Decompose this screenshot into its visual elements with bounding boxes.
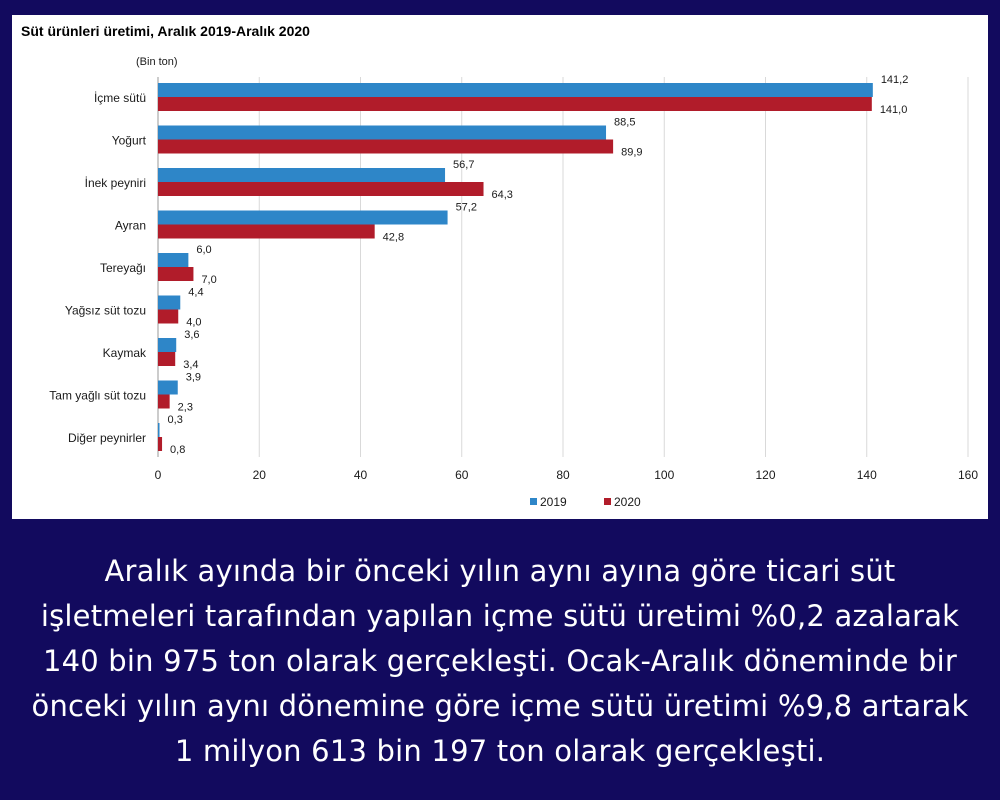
value-label-2019: 57,2 (455, 201, 477, 214)
bar-2019 (158, 381, 178, 395)
value-label-2020: 7,0 (201, 274, 217, 286)
legend-label-2020: 2020 (614, 495, 641, 509)
value-label-2020: 4,0 (186, 316, 202, 329)
bar-2019 (158, 211, 448, 225)
category-label: İçme sütü (93, 91, 146, 105)
value-label-2019: 141,2 (880, 74, 909, 86)
x-tick-label: 100 (654, 468, 675, 482)
chart-title: Süt ürünleri üretimi, Aralık 2019-Aralık 2020 (21, 23, 310, 39)
x-tick-label: 140 (856, 468, 877, 482)
bar-2020 (158, 352, 175, 366)
value-label-2020: 3,4 (183, 359, 199, 371)
value-label-2019: 3,6 (184, 329, 200, 341)
value-label-2020: 42,8 (382, 231, 405, 244)
bar-2020 (158, 395, 170, 409)
value-label-2020: 0,8 (170, 444, 186, 456)
bar-2020 (158, 267, 193, 281)
x-tick-label: 0 (154, 468, 162, 482)
bar-chart (12, 15, 988, 519)
chart-panel (12, 15, 988, 519)
x-tick-label: 40 (353, 468, 368, 482)
bar-2019 (158, 253, 188, 267)
value-label-2020: 89,9 (621, 146, 643, 159)
value-label-2020: 141,0 (879, 104, 908, 116)
category-label: İnek peyniri (84, 176, 146, 190)
x-tick-label: 20 (252, 468, 266, 482)
bar-2020 (158, 182, 484, 196)
bar-2019 (158, 168, 445, 182)
caption-text: Aralık ayında bir önceki yılın aynı ayına göre ticari süt işletmeleri tarafından yapılan içme sütü üretimi %0,2 azalarak 140 bin 975 ton olarak gerçekleşti. Ocak-Aralık döneminde bir önceki yılın aynı dönemine göre içme sütü üretimi %9,8 artarak 1 milyon 613 bin 197 ton olarak gerçekleşti. (31, 553, 969, 768)
bar-2019 (158, 126, 606, 140)
value-label-2020: 2,3 (177, 401, 193, 414)
bar-2019 (158, 83, 873, 97)
bar-2020 (158, 140, 613, 154)
bar-2019 (158, 296, 180, 310)
value-label-2019: 88,5 (614, 116, 636, 129)
value-label-2019: 4,4 (188, 286, 204, 299)
bar-2020 (158, 310, 178, 324)
category-label: Diğer peynirler (67, 431, 146, 445)
value-label-2020: 64,3 (491, 189, 513, 201)
legend-swatch-2019 (530, 498, 537, 505)
x-tick-label: 80 (556, 468, 570, 482)
value-label-2019: 56,7 (453, 159, 475, 171)
x-tick-label: 120 (755, 468, 776, 482)
category-label: Kaymak (102, 346, 146, 360)
category-label: Ayran (114, 218, 146, 233)
category-label: Yoğurt (111, 133, 146, 148)
bar-2019 (158, 338, 176, 352)
value-label-2019: 0,3 (167, 414, 183, 426)
legend-swatch-2020 (604, 498, 611, 505)
bar-2020 (158, 225, 375, 239)
caption-area (0, 522, 1000, 800)
bar-2020 (158, 97, 872, 111)
category-label: Yağsız süt tozu (64, 303, 146, 318)
legend (530, 495, 641, 509)
category-label: Tereyağı (99, 261, 146, 275)
value-label-2019: 3,9 (185, 371, 202, 384)
bar-2020 (158, 437, 162, 451)
legend-label-2019: 2019 (540, 495, 567, 509)
x-tick-label: 160 (957, 468, 979, 482)
value-label-2019: 6,0 (196, 244, 212, 256)
category-label: Tam yağlı süt tozu (49, 388, 146, 403)
x-tick-label: 60 (455, 468, 469, 482)
unit-label: (Bin ton) (136, 56, 178, 68)
bar-2019 (158, 423, 160, 437)
